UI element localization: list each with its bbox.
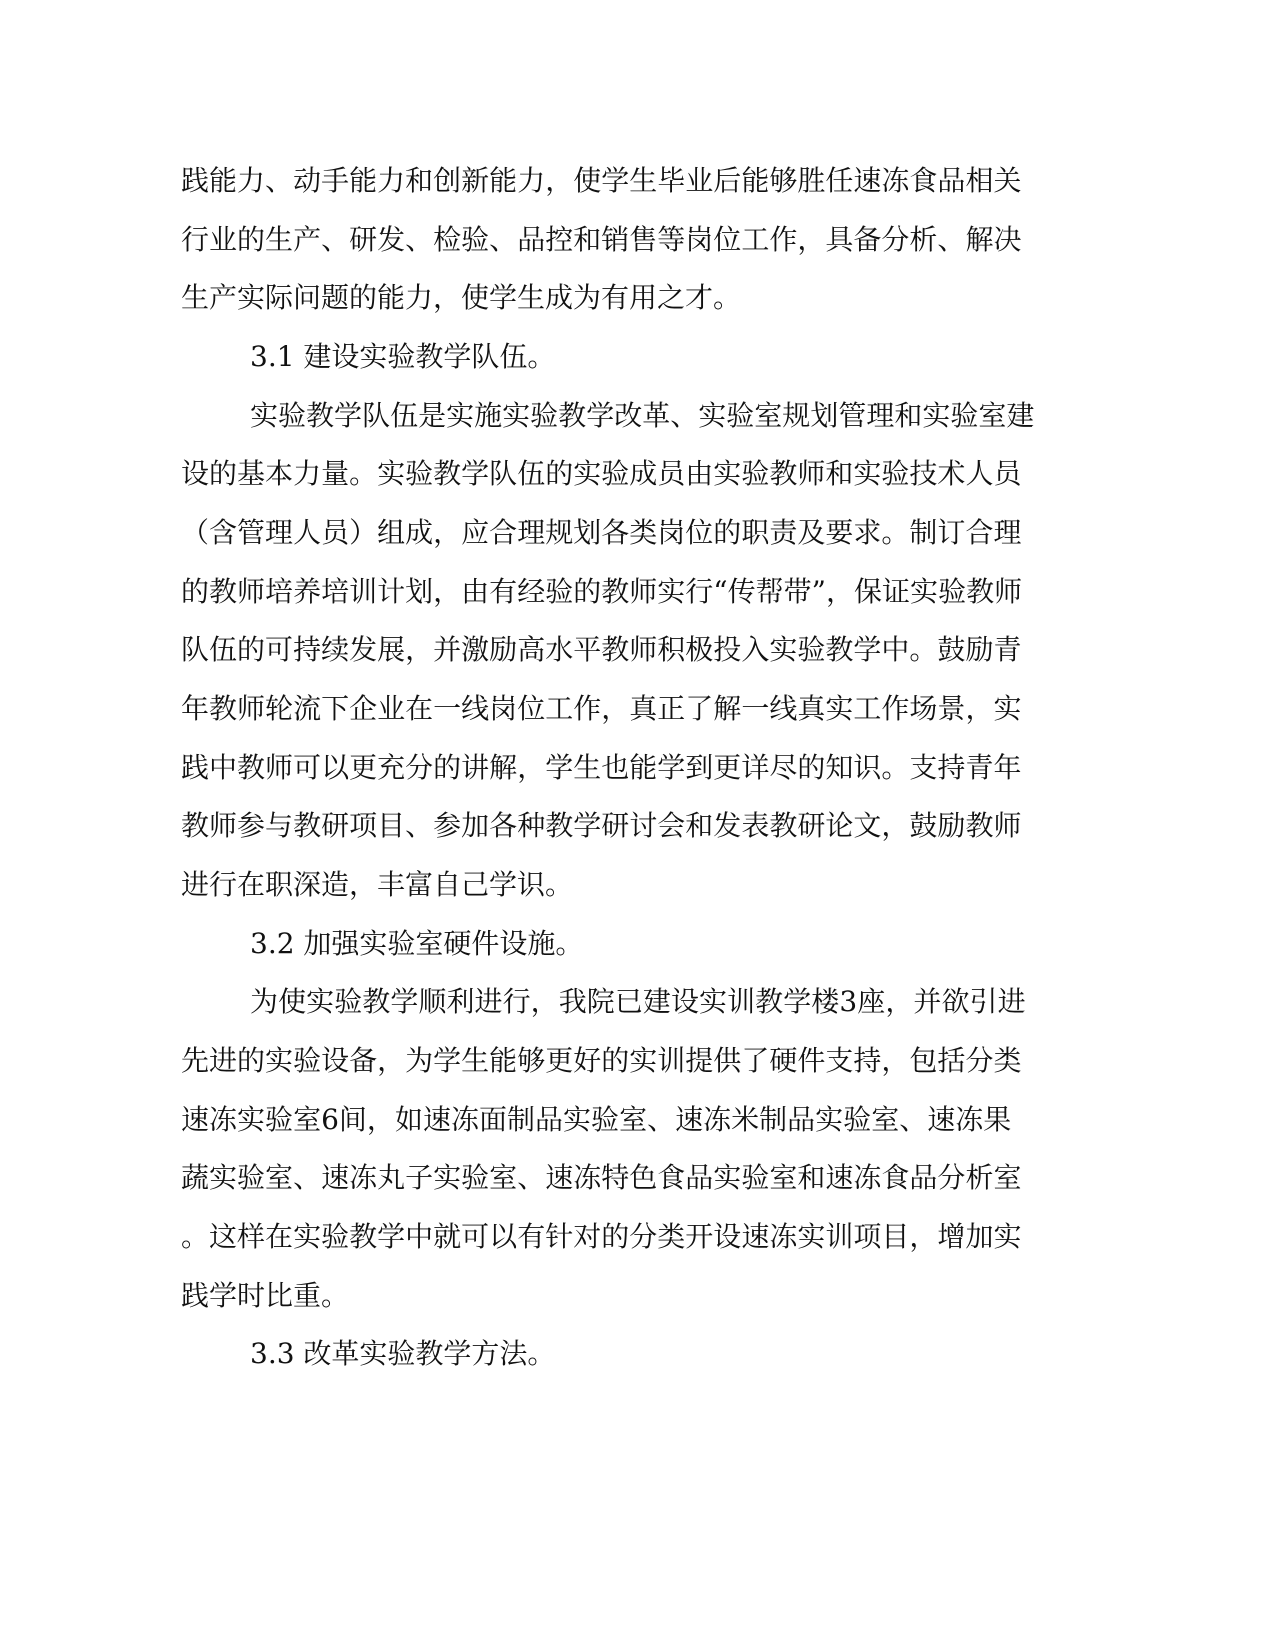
- body-text-line: 践学时比重。: [181, 1279, 350, 1312]
- body-text-line: 队 伍 的 可 持 续 发 展 ， 并 激 励 高 水 平 教 师 积 极 投 入 实 验 教 学 中 。 鼓 励 青: [181, 633, 1022, 666]
- body-text-line: 年 教 师 轮 流 下 企 业 在 一 线 岗 位 工 作 ， 真 正 了 解 一 线 真 实 工 作 场 景 ， 实: [181, 692, 1022, 725]
- section-heading: 3.3 改革实验教学方法。: [250, 1337, 556, 1370]
- body-text-line: 。 这 样 在 实 验 教 学 中 就 可 以 有 针 对 的 分 类 开 设 速 冻 实 训 项 目 ， 增 加 实: [181, 1220, 1022, 1253]
- body-text-line: （ 含 管 理 人 员 ） 组 成 ， 应 合 理 规 划 各 类 岗 位 的 职 责 及 要 求 。 制 订 合 理: [181, 516, 1022, 549]
- section-heading: 3.1 建设实验教学队伍。: [250, 340, 556, 373]
- section-heading: 3.2 加强实验室硬件设施。: [250, 927, 584, 960]
- body-text-line: 速 冻 实 验 室 6 间 ， 如 速 冻 面 制 品 实 验 室 、 速 冻 米 制 品 实 验 室 、 速 冻 果: [181, 1103, 1012, 1136]
- body-text-line: 蔬 实 验 室 、 速 冻 丸 子 实 验 室 、 速 冻 特 色 食 品 实 验 室 和 速 冻 食 品 分 析 室: [181, 1161, 1022, 1194]
- body-text-line: 的 教 师 培 养 培 训 计 划 ， 由 有 经 验 的 教 师 实 行 “ 传 帮 带 ” ， 保 证 实 验 教 师: [181, 575, 1023, 608]
- body-text-line: 教 师 参 与 教 研 项 目 、 参 加 各 种 教 学 研 讨 会 和 发 表 教 研 论 文 ， 鼓 励 教 师: [181, 809, 1022, 842]
- body-text-line: 践 能 力 、 动 手 能 力 和 创 新 能 力 ， 使 学 生 毕 业 后 能 够 胜 任 速 冻 食 品 相 关: [181, 164, 1022, 197]
- body-text-line: 践 中 教 师 可 以 更 充 分 的 讲 解 ， 学 生 也 能 学 到 更 详 尽 的 知 识 。 支 持 青 年: [181, 751, 1022, 784]
- body-text-line: 实 验 教 学 队 伍 是 实 施 实 验 教 学 改 革 、 实 验 室 规 划 管 理 和 实 验 室 建: [250, 399, 1035, 432]
- body-text-line: 进行在职深造，丰富自己学识。: [181, 868, 574, 901]
- body-text-line: 先 进 的 实 验 设 备 ， 为 学 生 能 够 更 好 的 实 训 提 供 了 硬 件 支 持 ， 包 括 分 类: [181, 1044, 1022, 1077]
- body-text-line: 行 业 的 生 产 、 研 发 、 检 验 、 品 控 和 销 售 等 岗 位 工 作 ， 具 备 分 析 、 解 决: [181, 223, 1022, 256]
- body-text-line: 生产实际问题的能力，使学生成为有用之才。: [181, 281, 742, 314]
- body-text-line: 设 的 基 本 力 量 。 实 验 教 学 队 伍 的 实 验 成 员 由 实 验 教 师 和 实 验 技 术 人 员: [181, 457, 1022, 490]
- body-text-line: 为 使 实 验 教 学 顺 利 进 行 ， 我 院 已 建 设 实 训 教 学 楼 3 座 ， 并 欲 引 进: [250, 985, 1026, 1018]
